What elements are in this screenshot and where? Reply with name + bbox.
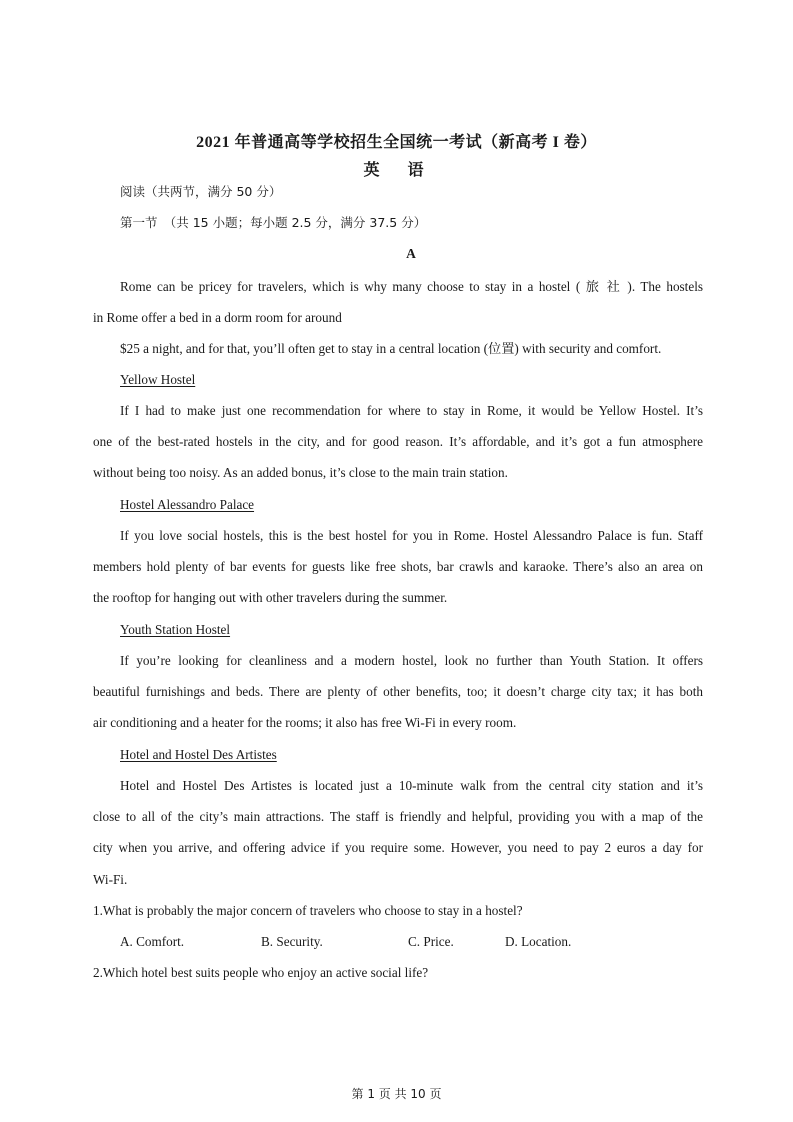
page-footer: 第 1 页 共 10 页 xyxy=(351,1087,442,1101)
q1-option-b: B. Security. xyxy=(261,934,323,949)
youth-line-2: beautiful furnishings and beds. There are plenty of other benefits, too; it doesn’t charge city tax; it has both xyxy=(93,684,703,699)
youth-line-3: air conditioning and a heater for the rooms; it also has free Wi-Fi in every room. xyxy=(93,715,517,730)
q1-option-a: A. Comfort. xyxy=(120,934,185,949)
subject-title: 英 语 xyxy=(363,162,430,179)
alessandro-line-3: the rooftop for hanging out with other travelers during the summer. xyxy=(93,590,448,605)
artistes-line-2: close to all of the city’s main attractions. The staff is friendly and helpful, providing you with a map of the xyxy=(93,809,703,824)
section-heading: 第一节 （共 15 小题；每小题 2.5 分，满分 37.5 分） xyxy=(120,215,427,230)
part-heading: 阅读（共两节，满分 50 分） xyxy=(120,184,282,199)
alessandro-line-1: If you love social hostels, this is the best hostel for you in Rome. Hostel Alessandro Palace is fun. Staff xyxy=(120,528,703,543)
q1-option-c: C. Price. xyxy=(408,934,454,949)
q1-option-d: D. Location. xyxy=(505,934,572,949)
intro-line-3: $25 a night, and for that, you’ll often get to stay in a central location (位置) with security and comfort. xyxy=(120,341,662,356)
passage-label: A xyxy=(406,246,416,261)
exam-title: 2021 年普通高等学校招生全国统一考试（新高考 I 卷） xyxy=(196,134,597,151)
yellow-line-3: without being too noisy. As an added bonus, it’s close to the main train station. xyxy=(93,465,508,480)
question-2-stem: 2.Which hotel best suits people who enjoy an active social life? xyxy=(93,965,429,980)
heading-des-artistes: Hotel and Hostel Des Artistes xyxy=(120,747,277,762)
artistes-line-3: city when you arrive, and offering advice if you require some. However, you need to pay 2 euros a day for xyxy=(93,840,703,855)
heading-youth-station: Youth Station Hostel xyxy=(120,622,231,637)
yellow-line-1: If I had to make just one recommendation for where to stay in Rome, it would be Yellow Hostel. It’s xyxy=(120,403,703,418)
heading-alessandro-palace: Hostel Alessandro Palace xyxy=(120,497,255,512)
artistes-line-4: Wi-Fi. xyxy=(93,872,128,887)
youth-line-1: If you’re looking for cleanliness and a modern hostel, look no further than Youth Station. It offers xyxy=(120,653,703,668)
alessandro-line-2: members hold plenty of bar events for guests like free shots, bar crawls and karaoke. There’s also an area on xyxy=(93,559,703,574)
intro-line-2: in Rome offer a bed in a dorm room for around xyxy=(93,310,342,325)
yellow-line-2: one of the best-rated hostels in the city, and for good reason. It’s affordable, and it’s got a fun atmosphere xyxy=(93,434,703,449)
question-1-stem: 1.What is probably the major concern of travelers who choose to stay in a hostel? xyxy=(93,903,523,918)
heading-yellow-hostel: Yellow Hostel xyxy=(120,372,196,387)
artistes-line-1: Hotel and Hostel Des Artistes is located just a 10-minute walk from the central city station and it’s xyxy=(120,778,703,793)
intro-line-1: Rome can be pricey for travelers, which is why many choose to stay in a hostel ( 旅 社 ). The hostels xyxy=(120,279,703,294)
